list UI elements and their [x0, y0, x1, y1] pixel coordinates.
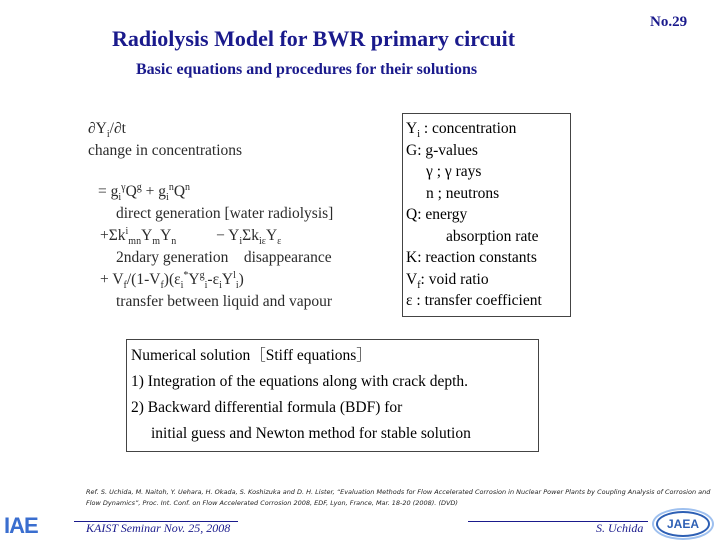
- equation-term3: + $V_f/(1-V_f)(\varepsilon_i^*Y^g_i-\varepsilon_iY^l_i)$: [100, 269, 244, 292]
- equation-term2-caption: 2ndary generation disappearance: [116, 249, 332, 266]
- legend-item: K: reaction constants: [406, 249, 537, 266]
- variable-legend: [402, 113, 571, 317]
- legend-item: Q: energy: [406, 206, 468, 223]
- legend-item: $Y_i$ : concentration: [406, 120, 517, 141]
- equation-term3-caption: transfer between liquid and vapour: [116, 293, 333, 310]
- legend-item: G: g-values: [406, 141, 478, 159]
- jaea-logo: JAEA: [656, 511, 710, 537]
- slide-number: No.29: [650, 14, 688, 30]
- legend-item: ε : transfer coefficient: [406, 292, 542, 309]
- legend-item: absorption rate: [446, 227, 539, 245]
- equation-term1-caption: direct generation [water radiolysis]: [116, 205, 334, 222]
- iae-logo: IAE: [4, 513, 38, 538]
- equation-lhs: $\partial Y_i/\partial t$: [88, 120, 126, 141]
- numerical-solution-box: [126, 339, 539, 452]
- equation-block: [88, 118, 384, 318]
- legend-item: $V_f$: void ratio: [406, 270, 489, 291]
- equation-term2: $+\Sigma k^i_{mn}Y_mY_n - Y_i\Sigma k_{i\varepsilon}Y_\varepsilon$: [100, 225, 282, 248]
- equation-term1: = $g_i^\gamma Q^g + g_i^nQ^n$: [98, 181, 191, 204]
- reference-note: Ref. S. Uchida, M. Naitoh, Y. Uehara, H. Okada, S. Koshizuka and D. H. Lister, “Evaluation Methods for Flow Accelerated Corrosion in Nuclear Power Plants by Coupling Analysis of Corrosion and Flow Dynamics”, Proc. Int. Conf. on Flow Accelerated Corrosion 2008, EDF, Lyon, France, Mar. 18-20 (2008). (DVD): [86, 488, 711, 507]
- numerical-heading: Numerical solution［Stiff equations］: [131, 347, 372, 364]
- footer-seminar-label: KAIST Seminar Nov. 25, 2008: [86, 521, 231, 535]
- numerical-step: 1) Integration of the equations along with crack depth.: [131, 373, 469, 390]
- legend-item: γ ; γ rays: [426, 163, 482, 180]
- footer-author: S. Uchida: [596, 521, 644, 535]
- equation-lhs-caption: change in concentrations: [88, 142, 243, 159]
- slide-title: Radiolysis Model for BWR primary circuit: [112, 26, 516, 51]
- slide-subtitle: Basic equations and procedures for their solutions: [136, 61, 478, 78]
- legend-item: n ; neutrons: [426, 184, 500, 202]
- numerical-step: 2) Backward differential formula (BDF) for: [131, 399, 403, 416]
- numerical-step-continued: initial guess and Newton method for stable solution: [151, 425, 471, 442]
